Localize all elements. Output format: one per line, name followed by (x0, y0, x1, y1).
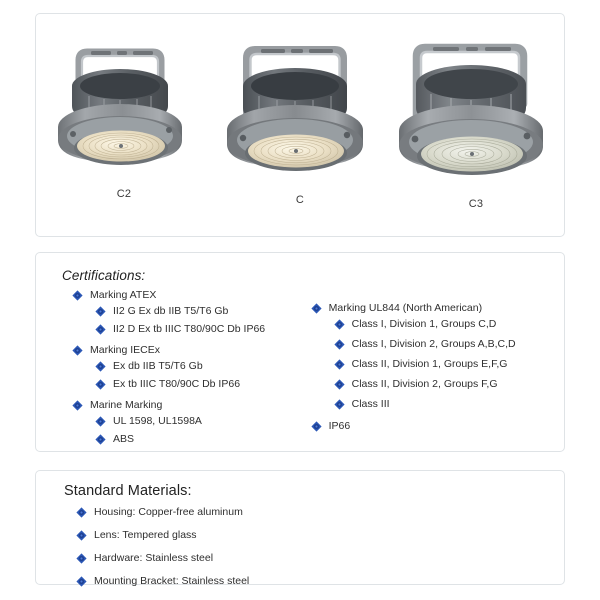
materials-list (76, 506, 550, 588)
cert-item-label: ABS (113, 433, 135, 445)
cert-item (95, 323, 311, 336)
cert-atex-children (95, 305, 311, 336)
diamond-bullet-icon (95, 379, 106, 390)
cert-item (95, 378, 311, 391)
cert-item (95, 360, 311, 373)
certifications-left-column (54, 289, 311, 451)
product-item-c2 (38, 26, 210, 200)
diamond-bullet-icon (95, 306, 106, 317)
cert-group-label: Marking IECEx (90, 344, 161, 356)
diamond-bullet-icon (334, 359, 345, 370)
cert-group-label: Marking UL844 (North American) (328, 302, 483, 314)
diamond-bullet-icon (334, 339, 345, 350)
cert-item-label: Class I, Division 1, Groups C,D (351, 318, 497, 330)
cert-group-ul844 (311, 302, 550, 315)
cert-item-label: Ex tb IIIC T80/90C Db IP66 (113, 378, 241, 390)
highbay-luminaire-c3-icon (393, 26, 559, 194)
material-item (76, 575, 550, 588)
diamond-bullet-icon (72, 400, 83, 411)
cert-group-label: Marking ATEX (90, 289, 157, 301)
certifications-columns (54, 289, 550, 451)
cert-item (95, 415, 311, 428)
cert-item (334, 378, 550, 391)
diamond-bullet-icon (72, 345, 83, 356)
diamond-bullet-icon (72, 290, 83, 301)
diamond-bullet-icon (76, 530, 87, 541)
cert-ul844-children (334, 318, 550, 411)
cert-item-label: Class II, Division 2, Groups F,G (351, 378, 498, 390)
certifications-panel (35, 252, 565, 452)
diamond-bullet-icon (334, 319, 345, 330)
cert-item-label: II2 G Ex db IIB T5/T6 Gb (113, 305, 229, 317)
standard-materials-panel (35, 470, 565, 585)
diamond-bullet-icon (76, 553, 87, 564)
product-label: C (295, 194, 305, 206)
material-item-label: Hardware: Stainless steel (94, 552, 214, 564)
certifications-title: Certifications: (62, 268, 146, 283)
cert-item-label: UL 1598, UL1598A (113, 415, 202, 427)
cert-item (334, 358, 550, 371)
diamond-bullet-icon (334, 379, 345, 390)
cert-item-label: IP66 (328, 420, 351, 432)
cert-item (334, 318, 550, 331)
material-item-label: Mounting Bracket: Stainless steel (94, 575, 250, 587)
diamond-bullet-icon (95, 361, 106, 372)
diamond-bullet-icon (95, 434, 106, 445)
cert-item (95, 433, 311, 446)
cert-item (334, 338, 550, 351)
cert-item-label: Ex db IIB T5/T6 Gb (113, 360, 203, 372)
cert-group-label: Marine Marking (90, 399, 163, 411)
product-image-row (36, 14, 564, 236)
standard-materials-content (36, 471, 564, 587)
diamond-bullet-icon (95, 324, 106, 335)
cert-iecex-children (95, 360, 311, 391)
cert-item-label: Class II, Division 1, Groups E,F,G (351, 358, 508, 370)
cert-group-atex (72, 289, 311, 302)
certifications-content (36, 253, 564, 451)
diamond-bullet-icon (76, 576, 87, 587)
cert-item-ip66 (311, 420, 550, 433)
standard-materials-title: Standard Materials: (64, 483, 192, 499)
product-images-panel (35, 13, 565, 237)
certifications-right-column (311, 289, 550, 438)
cert-group-iecex (72, 344, 311, 357)
cert-marine-children (95, 415, 311, 446)
cert-item-label: II2 D Ex tb IIIC T80/90C Db IP66 (113, 323, 266, 335)
diamond-bullet-icon (311, 303, 322, 314)
diamond-bullet-icon (311, 421, 322, 432)
cert-left-group-list (72, 289, 311, 446)
material-item (76, 506, 550, 519)
cert-item (334, 398, 550, 411)
cert-group-marine (72, 399, 311, 412)
cert-item-label: Class I, Division 2, Groups A,B,C,D (351, 338, 516, 350)
cert-item (95, 305, 311, 318)
product-item-c (214, 26, 386, 206)
material-item (76, 529, 550, 542)
product-label: C2 (116, 188, 132, 200)
product-label: C3 (468, 198, 484, 210)
diamond-bullet-icon (334, 399, 345, 410)
diamond-bullet-icon (95, 416, 106, 427)
material-item-label: Housing: Copper-free aluminum (94, 506, 243, 518)
highbay-luminaire-c-icon (221, 26, 379, 190)
cert-right-group-list (311, 302, 550, 433)
highbay-luminaire-c2-icon (49, 26, 199, 184)
cert-item-label: Class III (351, 398, 390, 410)
material-item (76, 552, 550, 565)
material-item-label: Lens: Tempered glass (94, 529, 197, 541)
product-item-c3 (390, 26, 562, 210)
diamond-bullet-icon (76, 507, 87, 518)
